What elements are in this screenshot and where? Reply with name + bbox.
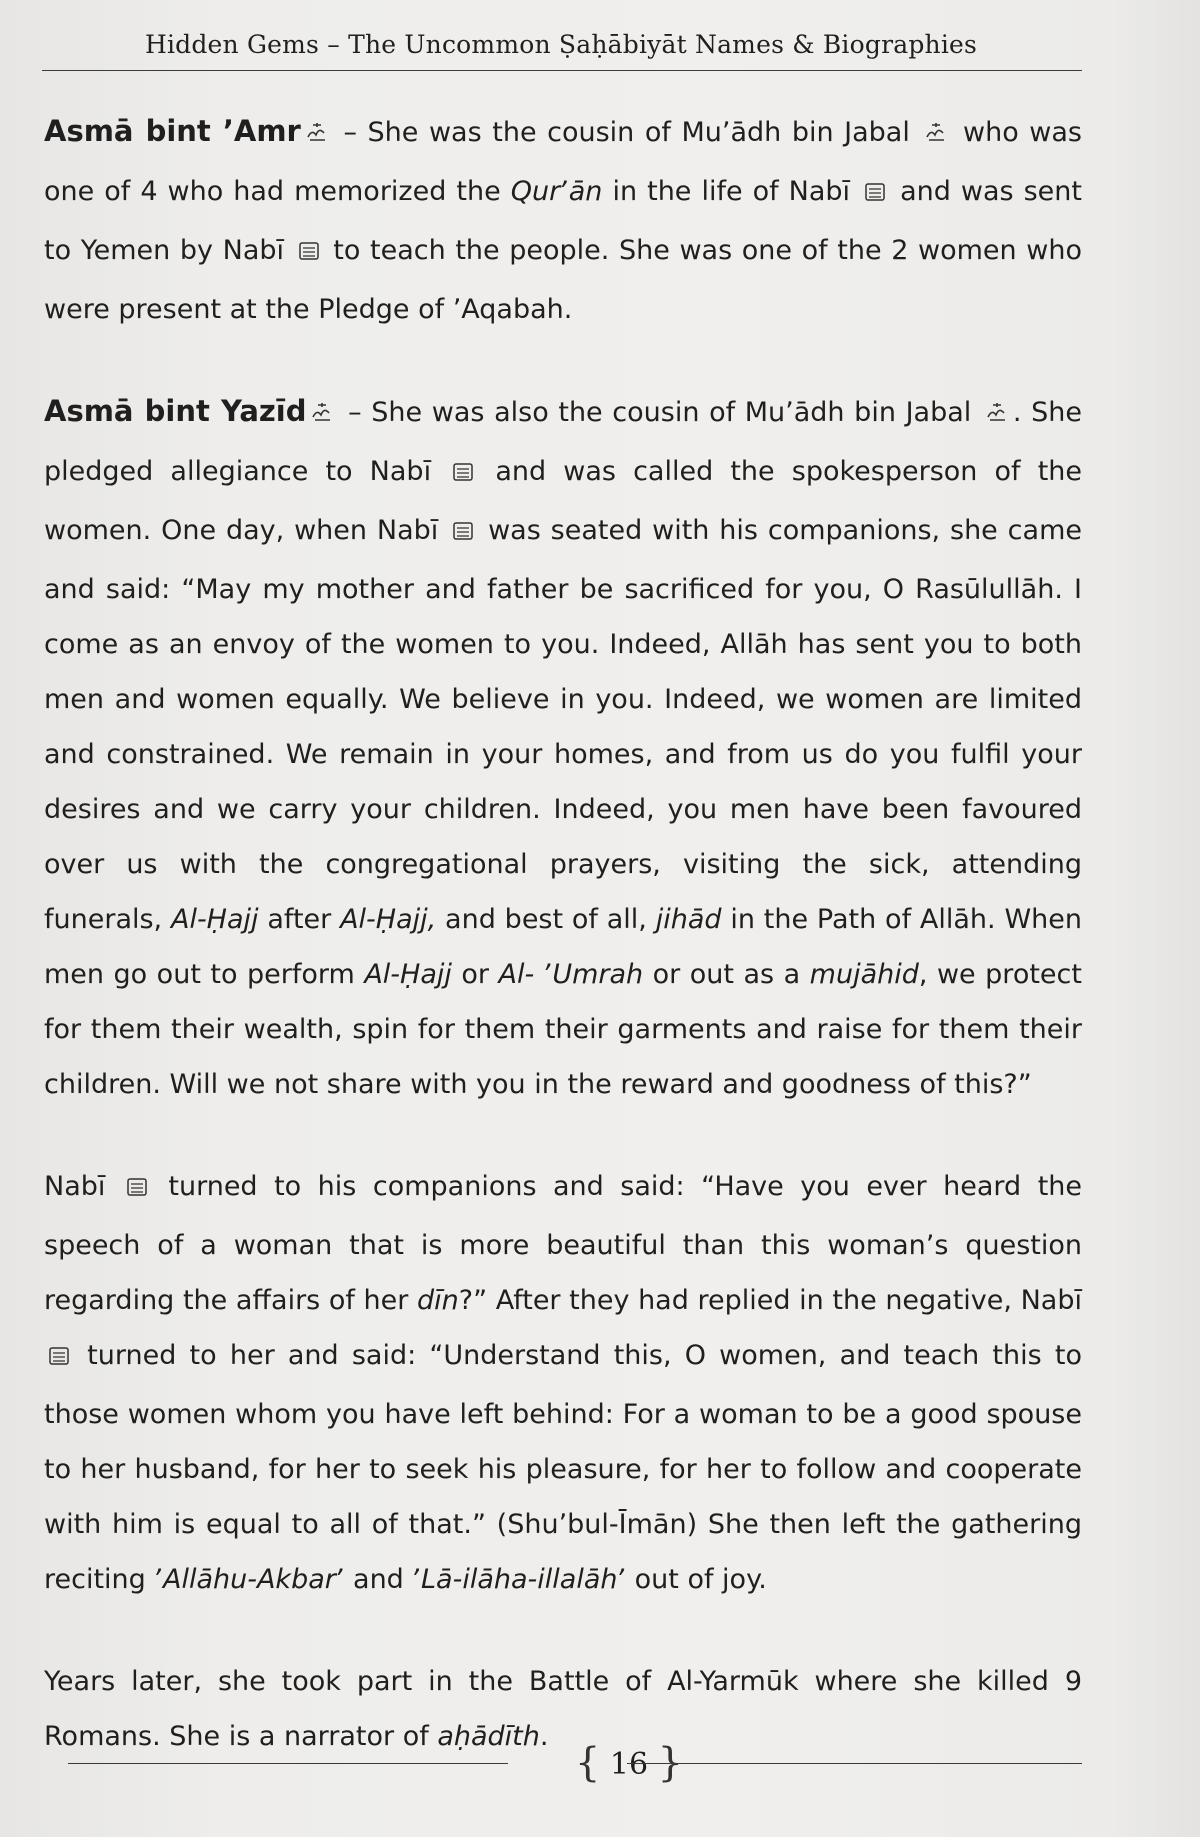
page-number: { 16 } [574,1740,684,1786]
page-body [44,104,1082,1811]
sallallahu-alayhi-wasallam-icon [451,448,475,503]
entry-name: Asmā bint ʼAmr [44,114,301,148]
footer-rule-right [627,1763,1082,1764]
page-footer [68,1735,1082,1795]
radiyallahu-anha-icon [304,109,330,164]
right-brace-icon: } [657,1740,684,1786]
entry-name: Asmā bint Yazīd [44,394,307,428]
paragraph-asma-bint-amr: Asmā bint ʼAmr – She was the cousin of Muʼādh bin Jabal who was one of 4 who had memorized the Qurʼān in the life of Nabī and was sent to Yemen by Nabī to teach the people. She was one of the 2 women who were present at the Pledge of ʼAqabah. [44,104,1082,337]
sallallahu-alayhi-wasallam-icon [125,1163,149,1218]
paragraph-prophet-response: Nabī turned to his companions and said: “Have you ever heard the speech of a woman that is more beautiful than this woman’s question regarding the affairs of her dīn?” After they had replied in the negative, Nabī turned to her and said: “Understand this, O women, and teach this to those women whom you have left behind: For a woman to be a good spouse to her husband, for her to seek his pleasure, for her to follow and cooperate with him is equal to all of that.” (Shuʼbul-Īmān) She then left the gathering reciting ʼAllāhu-Akbarʼ and ʼLā-ilāha-illalāhʼ out of joy. [44,1159,1082,1607]
header-rule [42,70,1082,71]
footer-rule-left [68,1763,508,1764]
sallallahu-alayhi-wasallam-icon [297,227,321,282]
running-header: Hidden Gems – The Uncommon Ṣaḥābiyāt Names & Biographies [144,30,978,59]
sallallahu-alayhi-wasallam-icon [451,507,475,562]
left-brace-icon: { [574,1740,601,1786]
radiyallahu-anha-icon [309,389,335,444]
radiyallahu-anhu-icon [984,389,1010,444]
sallallahu-alayhi-wasallam-icon [47,1332,71,1387]
paragraph-battle-yarmuk: Years later, she took part in the Battle of Al-Yarmūk where she killed 9 Romans. She is a narrator of aḥādīth. [44,1666,1082,1752]
radiyallahu-anhu-icon [923,109,949,164]
page-edge-shadow [1110,0,1200,1837]
sallallahu-alayhi-wasallam-icon [863,168,887,223]
paragraph-asma-bint-yazid: Asmā bint Yazīd – She was also the cousin of Muʼādh bin Jabal . She pledged allegiance to Nabī and was called the spokesperson of the women. One day, when Nabī was seated with his companions, she came and said: “May my mother and father be sacrificed for you, O Rasūlullāh. I come as an envoy of the women to you. Indeed, Allāh has sent you to both men and women equally. We believe in you. Indeed, we women are limited and constrained. We remain in your homes, and from us do you fulfil your desires and we carry your children. Indeed, you men have been favoured over us with the congregational prayers, visiting the sick, attending funerals, Al-Ḥajj after Al-Ḥajj, and best of all, jihād in the Path of Allāh. When men go out to perform Al-Ḥajj or Al- ʼUmrah or out as a mujāhid, we protect for them their wealth, spin for them their garments and raise for them their children. Will we not share with you in the reward and goodness of this?” [44,384,1082,1112]
